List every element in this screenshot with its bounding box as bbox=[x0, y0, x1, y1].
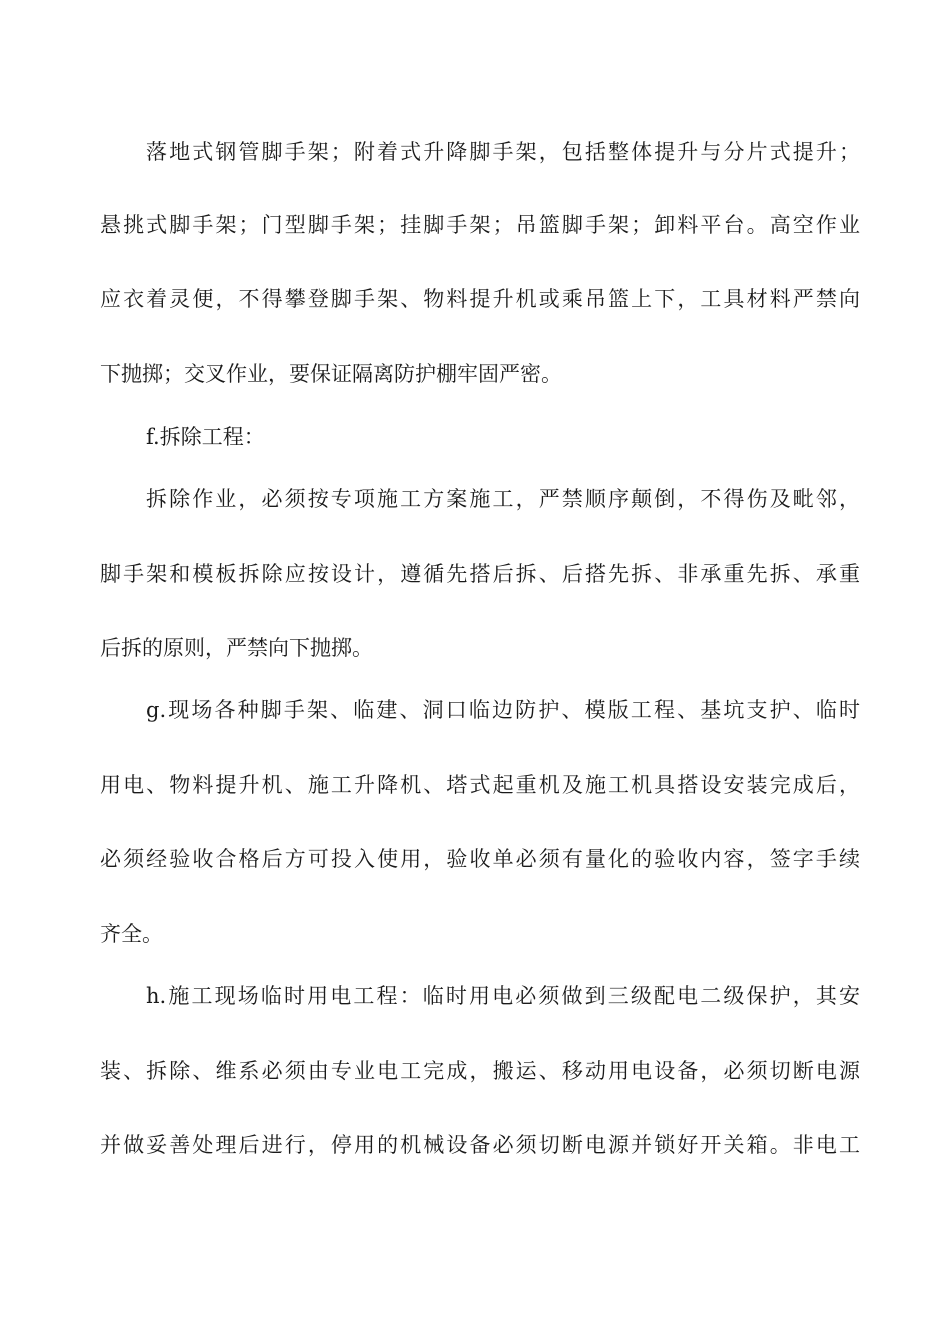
paragraph-line: 落地式钢管脚手架；附着式升降脚手架，包括整体提升与分片式提升； bbox=[146, 140, 860, 164]
paragraph-line: 用电、物料提升机、施工升降机、塔式起重机及施工机具搭设安装完成后， bbox=[100, 773, 860, 797]
paragraph-line: 应衣着灵便，不得攀登脚手架、物料提升机或乘吊篮上下，工具材料严禁向 bbox=[100, 287, 860, 311]
paragraph-line: 悬挑式脚手架；门型脚手架；挂脚手架；吊篮脚手架；卸料平台。高空作业 bbox=[100, 213, 860, 237]
paragraph-line: 必须经验收合格后方可投入使用，验收单必须有量化的验收内容，签字手续 bbox=[100, 847, 860, 871]
paragraph-line: 后拆的原则，严禁向下抛掷。 bbox=[100, 636, 373, 660]
paragraph-line: h.施工现场临时用电工程：临时用电必须做到三级配电二级保护，其安 bbox=[146, 984, 860, 1008]
paragraph-line: g.现场各种脚手架、临建、洞口临边防护、模版工程、基坑支护、临时 bbox=[146, 698, 860, 722]
paragraph-line: 齐全。 bbox=[100, 922, 163, 946]
paragraph-line: 装、拆除、维系必须由专业电工完成，搬运、移动用电设备，必须切断电源 bbox=[100, 1059, 860, 1083]
paragraph-line: 脚手架和模板拆除应按设计，遵循先搭后拆、后搭先拆、非承重先拆、承重 bbox=[100, 562, 860, 586]
paragraph-line: 下抛掷；交叉作业，要保证隔离防护棚牢固严密。 bbox=[100, 362, 562, 386]
paragraph-line: 拆除作业，必须按专项施工方案施工，严禁顺序颠倒，不得伤及毗邻， bbox=[146, 487, 860, 511]
paragraph-line: 并做妥善处理后进行，停用的机械设备必须切断电源并锁好开关箱。非电工 bbox=[100, 1133, 860, 1157]
section-heading-f: f.拆除工程： bbox=[146, 425, 265, 449]
